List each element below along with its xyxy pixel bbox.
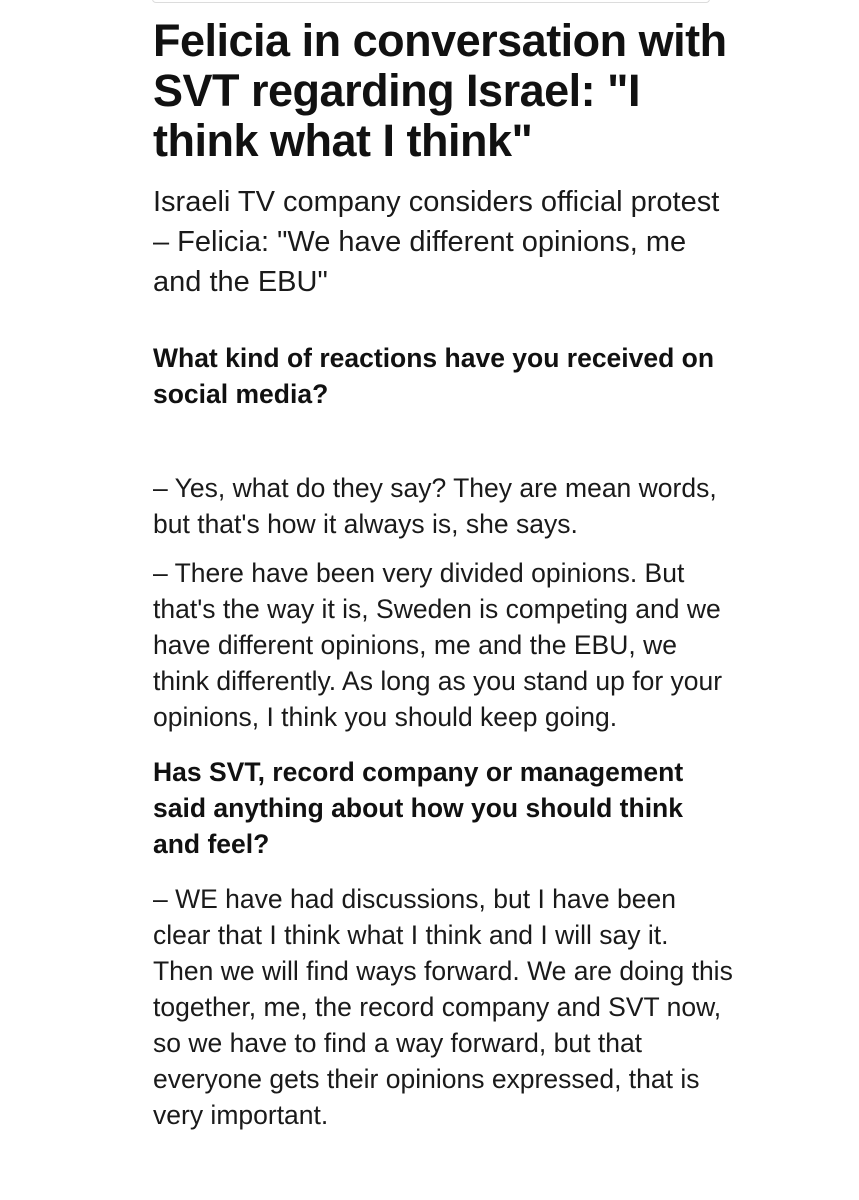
article xyxy=(153,16,733,1133)
interview-question: Has SVT, record company or management said anything about how you should think and feel? xyxy=(153,757,684,859)
interview-answer: – Yes, what do they say? They are mean words, but that's how it always is, she says. xyxy=(153,473,717,539)
interview-answer: – WE have had discussions, but I have been clear that I think what I think and I will say it. Then we will find ways forward. We are doing this together, me, the record company and SVT now, so we have to find a way forward, but that everyone gets their opinions expressed, that is very important. xyxy=(153,884,733,1130)
previous-card-edge xyxy=(152,0,710,3)
article-headline: Felicia in conversation with SVT regarding Israel: "I think what I think" xyxy=(153,15,727,166)
article-subheading: Israeli TV company considers official protest – Felicia: "We have different opinions, me and the EBU" xyxy=(153,186,720,298)
interview-question: What kind of reactions have you received on social media? xyxy=(153,343,715,409)
interview-answer: – There have been very divided opinions. But that's the way it is, Sweden is competing and we have different opinions, me and the EBU, we think differently. As long as you stand up for your opinions, I think you should keep going. xyxy=(153,558,723,732)
